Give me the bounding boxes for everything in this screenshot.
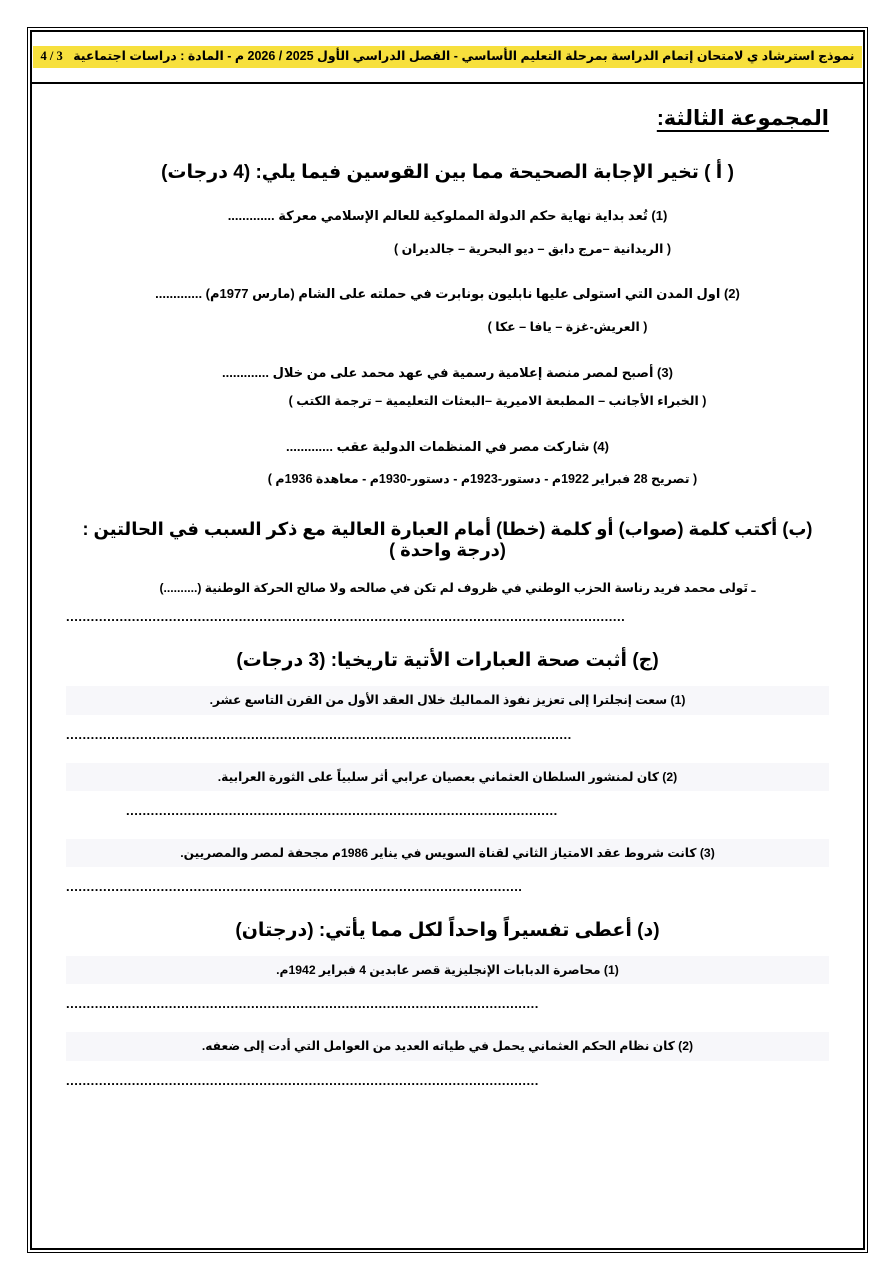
part-c-heading: (ج) أثبت صحة العبارات الأتية تاريخيا: (3 درجات)	[236, 650, 659, 672]
part-b-statement: ـ تَولى محمد فريد رناسة الحزب الوطني في ظروف لم تكن في صالحه ولا صالح الحركة الوطنية (..........)	[159, 581, 756, 595]
part-a-question-2: (2) اول المدن التي استولى عليها نابليون بونابرت في حملته على الشام (مارس 1977م) .............	[155, 286, 740, 302]
page-title: المجموعة الثالثة:	[656, 107, 829, 130]
part-c-item-2	[66, 763, 829, 791]
part-d-item-1	[66, 956, 829, 984]
part-d-item-2	[66, 1032, 829, 1060]
part-c-answer-line-2[interactable]: .........................................................................................................	[126, 804, 558, 818]
part-c-item-1-text: (1) سعت إنجلترا إلى تعزيز نفوذ المماليك خلال العقد الأول من القرن التاسع عشر.	[209, 693, 686, 708]
part-c-item-1	[66, 686, 829, 714]
part-c-item-2-text: (2) كان لمنشور السلطان العثماني بعصيان عرابي أثر سلبياً على الثورة العرابية.	[217, 769, 678, 784]
part-d-heading: (د) أعطى تفسيراً واحداً لكل مما يأتي: (درجتان)	[235, 920, 660, 942]
part-b-heading: (ب) أكتب كلمة (صواب) أو كلمة (خطا) أمام العبارة العالية مع ذكر السبب في الحالتين : (درجة واحدة )	[82, 519, 813, 560]
part-a-heading: ( أ ) تخير الإجابة الصحيحة مما بين القوسين فيما يلي: (4 درجات)	[161, 162, 734, 183]
part-a-options-1: ( الريدانية –مرج دابق – ديو البحرية – جالديران )	[393, 241, 672, 256]
part-c-answer-line-3[interactable]: ...............................................................................................................	[66, 881, 523, 895]
part-d-item-1-text: (1) محاصرة الدبابات الإنجليزية قصر عابدين 4 فبراير 1942م.	[276, 963, 619, 978]
exam-content	[32, 84, 863, 1091]
part-c-item-3-text: (3) كانت شروط عقد الامتياز الثاني لقناة السويس في يناير 1986م مجحفة لمصر والمصريين.	[180, 845, 715, 860]
part-a-question-3: (3) أصبح لمصر منصة إعلامية رسمية في عهد محمد على من خلال .............	[222, 364, 673, 380]
header-highlight-text	[33, 46, 863, 69]
part-c-answer-line-1[interactable]: ...........................................................................................................................	[66, 728, 572, 742]
part-a-question-1: (1) تُعد بداية نهاية حكم الدولة المملوكية للعالم الإسلامي معركة .............	[227, 208, 668, 223]
part-d-answer-line-1[interactable]: ...................................................................................................................	[66, 998, 539, 1012]
part-c-item-3	[66, 839, 829, 867]
part-d-answer-line-2[interactable]: ...................................................................................................................	[66, 1074, 539, 1088]
part-a-options-4: ( تصريح 28 فبراير 1922م - دستور-1923م - دستور-1930م - معاهدة 1936م )	[267, 472, 698, 487]
part-a-question-4: (4) شاركت مصر في المنظمات الدولية عقب .............	[286, 438, 609, 454]
header-title: نموذج استرشاد ي لامتحان إتمام الدراسة بمرحلة التعليم الأساسي - الفصل الدراسي الأول 2025 / 2026 م - المادة : دراسات اجتماعية	[73, 48, 855, 63]
part-b-answer-line[interactable]: ........................................................................................................................................	[66, 611, 626, 625]
exam-page	[30, 30, 865, 1250]
part-a-options-3: ( الخبراء الأجانب – المطبعة الاميرية –البعثات التعليمية – ترجمة الكتب )	[288, 394, 707, 408]
page-number: 3 / 4	[40, 48, 63, 63]
page-header	[32, 32, 863, 84]
part-d-item-2-text: (2) كان نظام الحكم العثماني يحمل في طياته العديد من العوامل التي أدت إلى ضعفه.	[201, 1039, 694, 1054]
part-a-options-2: ( العريش-غزة – يافا – عكا )	[487, 319, 648, 334]
